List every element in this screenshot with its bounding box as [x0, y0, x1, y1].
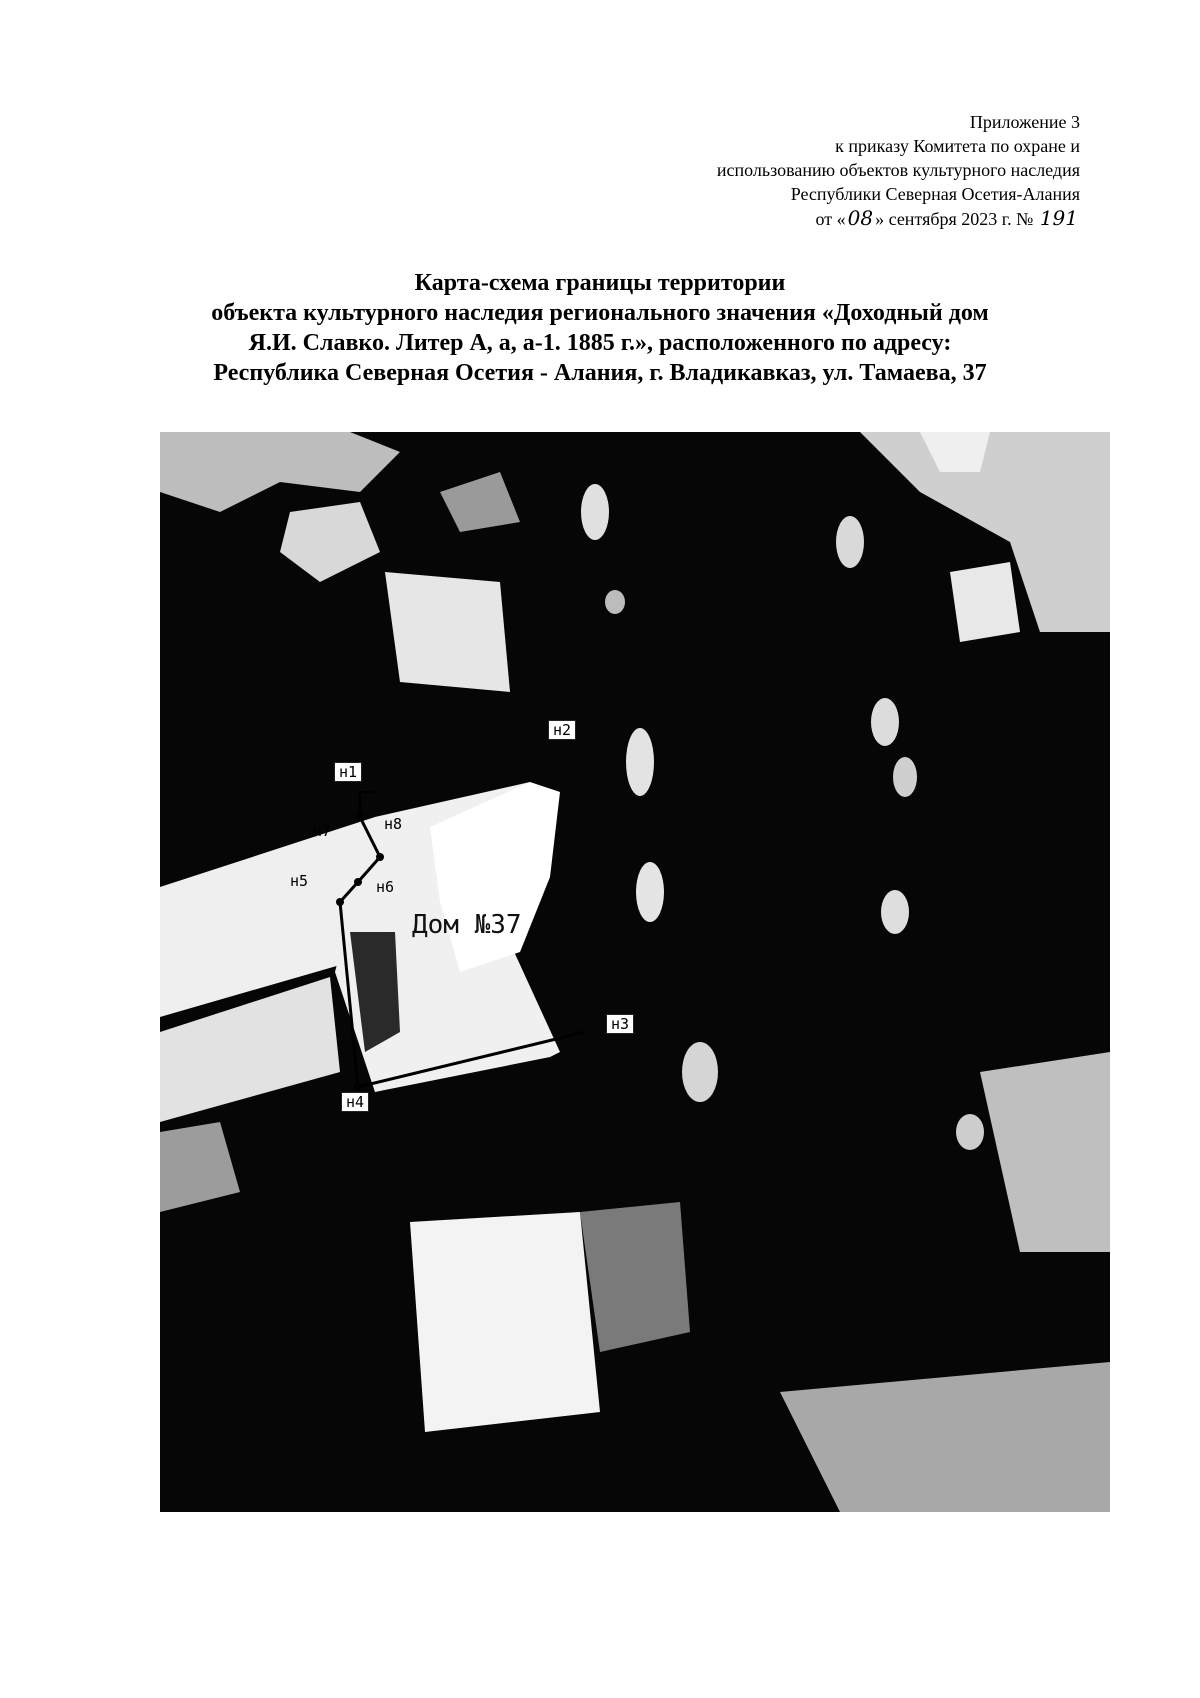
document-title — [100, 268, 1100, 388]
aerial-photo — [160, 432, 1110, 1512]
point-label-n3: н3 — [606, 1014, 634, 1034]
point-label-n4: н4 — [341, 1092, 369, 1112]
point-label-n6: н6 — [376, 878, 395, 896]
title-line-3: Я.И. Славко. Литер А, а, а-1. 1885 г.», расположенного по адресу: — [248, 330, 952, 356]
date-prefix: от « — [815, 209, 846, 229]
aerial-map — [160, 432, 1110, 1512]
date-day-handwritten: 08 — [847, 206, 874, 230]
point-label-n7: н7 — [313, 822, 332, 840]
title-line-1: Карта-схема границы территории — [414, 270, 786, 296]
date-mid: » сентября 2023 г. № — [875, 209, 1034, 229]
order-number-handwritten: 191 — [1039, 206, 1078, 230]
point-label-n5: н5 — [290, 872, 309, 890]
annex-date-line — [717, 206, 1080, 231]
annex-line-1: Приложение 3 — [969, 112, 1080, 132]
point-label-n2: н2 — [548, 720, 576, 740]
title-line-4: Республика Северная Осетия - Алания, г. Владикавказ, ул. Тамаева, 37 — [213, 360, 987, 386]
annex-line-4: Республики Северная Осетия-Алания — [790, 184, 1080, 204]
annex-line-2: к приказу Комитета по охране и — [835, 136, 1080, 156]
title-line-2: объекта культурного наследия регионального значения «Доходный дом — [211, 300, 989, 326]
point-label-n8: н8 — [384, 815, 403, 833]
house-label: Дом №37 — [412, 910, 522, 940]
annex-line-3: использованию объектов культурного наследия — [716, 160, 1080, 180]
annex-header — [717, 110, 1080, 231]
point-label-n1: н1 — [334, 762, 362, 782]
